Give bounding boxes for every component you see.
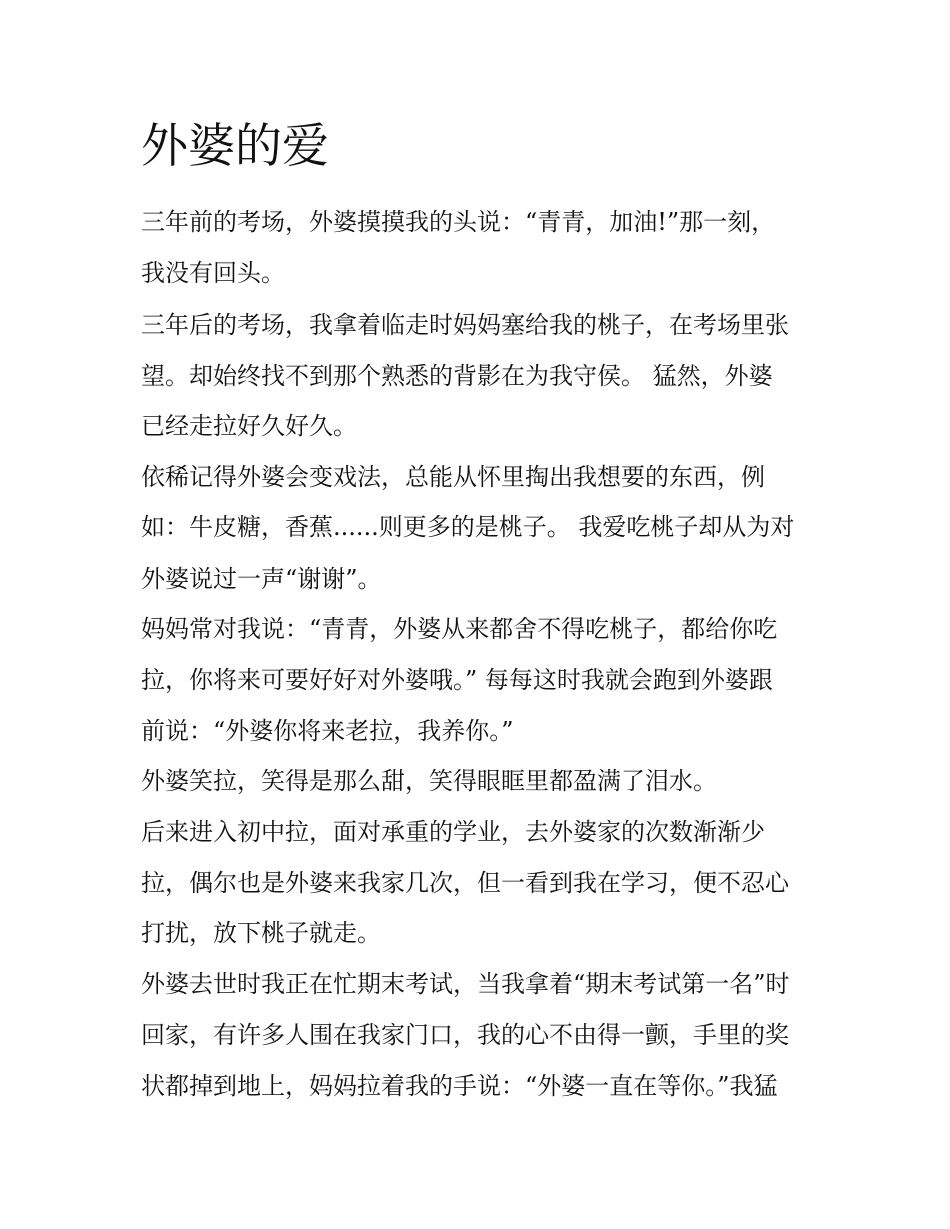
text-line: 状都掉到地上，妈妈拉着我的手说：“外婆一直在等你。”我猛 (141, 1072, 778, 1100)
text-line: 我没有回头。 (141, 259, 285, 287)
text-line: 三年后的考场，我拿着临走时妈妈塞给我的桃子，在考场里张 (141, 311, 789, 339)
text-line: 望。却始终找不到那个熟悉的背影在为我守侯。 猛然，外婆 (141, 362, 773, 390)
text-line: 打扰，放下桃子就走。 (141, 919, 381, 947)
page-title: 外婆的爱 (141, 119, 329, 174)
text-line: 外婆去世时我正在忙期末考试，当我拿着“期末考试第一名”时 (141, 970, 790, 998)
text-line: 外婆说过一声“谢谢”。 (141, 565, 382, 593)
text-line: 妈妈常对我说：“青青，外婆从来都舍不得吃桃子，都给你吃 (141, 615, 778, 643)
text-line: 后来进入初中拉，面对承重的学业，去外婆家的次数渐渐少 (141, 818, 765, 846)
text-line: 已经走拉好久好久。 (141, 412, 357, 440)
text-line: 如：牛皮糖，香蕉......则更多的是桃子。 我爱吃桃子却从为对 (141, 513, 795, 541)
text-line: 拉，你将来可要好好对外婆哦。” 每每这时我就会跑到外婆跟 (141, 666, 773, 694)
text-line: 拉，偶尔也是外婆来我家几次，但一看到我在学习，便不忍心 (141, 869, 789, 897)
text-line: 外婆笑拉，笑得是那么甜，笑得眼眶里都盈满了泪水。 (141, 767, 717, 795)
text-line: 依稀记得外婆会变戏法，总能从怀里掏出我想要的东西，例 (141, 463, 765, 491)
text-line: 回家，有许多人围在我家门口，我的心不由得一颤，手里的奖 (141, 1021, 789, 1049)
text-line: 前说：“外婆你将来老拉，我养你。” (141, 717, 514, 745)
text-line: 三年前的考场，外婆摸摸我的头说：“青青，加油!”那一刻， (141, 208, 776, 236)
